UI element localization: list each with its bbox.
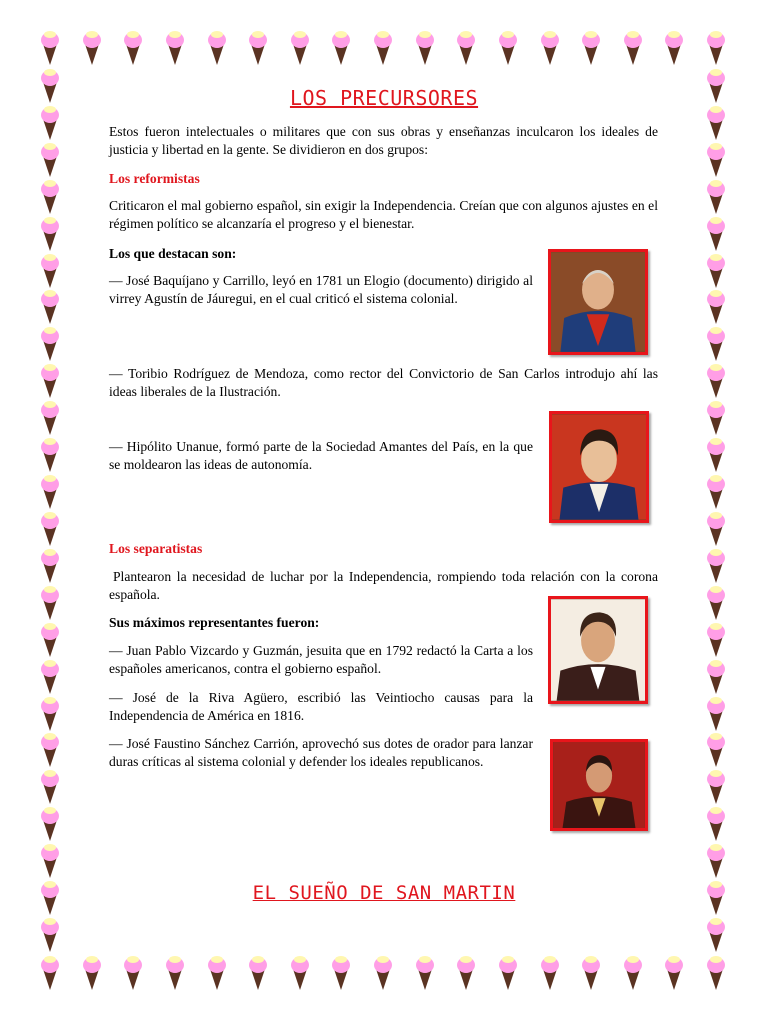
ice-cream-cone-icon bbox=[706, 363, 726, 399]
ice-cream-cone-icon bbox=[123, 30, 143, 66]
ice-cream-cone-icon bbox=[706, 769, 726, 805]
ice-cream-cone-icon bbox=[248, 30, 268, 66]
portrait-baquijano bbox=[548, 249, 648, 355]
ice-cream-cone-icon bbox=[40, 289, 60, 325]
ice-cream-cone-icon bbox=[706, 216, 726, 252]
ice-cream-cone-icon bbox=[706, 253, 726, 289]
ice-cream-cone-icon bbox=[706, 437, 726, 473]
list-item: — Juan Pablo Vizcardo y Guzmán, jesuita que en 1792 redactó la Carta a los españoles americanos, contra el gobierno español. bbox=[109, 643, 533, 676]
separatistas-heading: Los separatistas bbox=[109, 541, 203, 556]
ice-cream-cone-icon bbox=[706, 511, 726, 547]
ice-cream-cone-icon bbox=[40, 142, 60, 178]
ice-cream-cone-icon bbox=[165, 30, 185, 66]
ice-cream-cone-icon bbox=[706, 622, 726, 658]
ice-cream-cone-icon bbox=[706, 142, 726, 178]
ice-cream-cone-icon bbox=[415, 30, 435, 66]
ice-cream-cone-icon bbox=[40, 30, 60, 66]
list-item: — José Faustino Sánchez Carrión, aprovechó sus dotes de orador para lanzar duras críticas al sistema colonial y defender los ideales republicanos. bbox=[109, 736, 533, 769]
portrait-image bbox=[553, 742, 645, 828]
ice-cream-cone-icon bbox=[706, 659, 726, 695]
ice-cream-cone-icon bbox=[82, 30, 102, 66]
portrait-image bbox=[551, 252, 645, 352]
list-item: — Hipólito Unanue, formó parte de la Sociedad Amantes del País, en la que se moldearon las ideas de autonomía. bbox=[109, 439, 533, 472]
ice-cream-cone-icon bbox=[706, 696, 726, 732]
ice-cream-cone-icon bbox=[40, 474, 60, 510]
reformistas-subheading: Los que destacan son: bbox=[109, 246, 237, 261]
ice-cream-cone-icon bbox=[706, 843, 726, 879]
ice-cream-cone-icon bbox=[40, 511, 60, 547]
ice-cream-cone-icon bbox=[40, 696, 60, 732]
portrait-image bbox=[552, 414, 646, 520]
ice-cream-cone-icon bbox=[248, 955, 268, 991]
ice-cream-cone-icon bbox=[40, 400, 60, 436]
ice-cream-cone-icon bbox=[706, 289, 726, 325]
ice-cream-cone-icon bbox=[40, 806, 60, 842]
list-item: — José Baquíjano y Carrillo, leyó en 1781 un Elogio (documento) dirigido al virrey Agustín de Jáuregui, en el cual criticó el sistema colonial. bbox=[109, 273, 533, 306]
ice-cream-cone-icon bbox=[664, 955, 684, 991]
ice-cream-cone-icon bbox=[40, 326, 60, 362]
ice-cream-cone-icon bbox=[706, 30, 726, 66]
reformistas-description: Criticaron el mal gobierno español, sin exigir la Independencia. Creían que con algunos ajustes en el régimen político se alcanzaría el progreso y el bienestar. bbox=[109, 198, 658, 231]
ice-cream-cone-icon bbox=[40, 363, 60, 399]
ice-cream-cone-icon bbox=[40, 843, 60, 879]
ice-cream-cone-icon bbox=[456, 30, 476, 66]
ice-cream-cone-icon bbox=[664, 30, 684, 66]
portrait-vizcardo bbox=[548, 596, 648, 704]
ice-cream-cone-icon bbox=[623, 955, 643, 991]
ice-cream-cone-icon bbox=[40, 216, 60, 252]
ice-cream-cone-icon bbox=[415, 955, 435, 991]
ice-cream-cone-icon bbox=[290, 30, 310, 66]
ice-cream-cone-icon bbox=[40, 585, 60, 621]
ice-cream-cone-icon bbox=[40, 105, 60, 141]
ice-cream-cone-icon bbox=[40, 769, 60, 805]
portrait-sanchez-carrion bbox=[550, 739, 648, 831]
ice-cream-cone-icon bbox=[40, 179, 60, 215]
ice-cream-cone-icon bbox=[706, 474, 726, 510]
ice-cream-cone-icon bbox=[40, 917, 60, 953]
ice-cream-cone-icon bbox=[40, 548, 60, 584]
ice-cream-cone-icon bbox=[498, 30, 518, 66]
ice-cream-cone-icon bbox=[373, 955, 393, 991]
portrait-unanue bbox=[549, 411, 649, 523]
intro-paragraph: Estos fueron intelectuales o militares que con sus obras y enseñanzas inculcaron los ideales de justicia y libertad en la gente. Se dividieron en dos grupos: bbox=[109, 124, 658, 157]
ice-cream-cone-icon bbox=[706, 179, 726, 215]
ice-cream-cone-icon bbox=[40, 659, 60, 695]
ice-cream-cone-icon bbox=[706, 955, 726, 991]
ice-cream-cone-icon bbox=[706, 732, 726, 768]
ice-cream-cone-icon bbox=[40, 622, 60, 658]
ice-cream-cone-icon bbox=[623, 30, 643, 66]
ice-cream-cone-icon bbox=[581, 30, 601, 66]
ice-cream-cone-icon bbox=[331, 30, 351, 66]
ice-cream-cone-icon bbox=[706, 917, 726, 953]
ice-cream-cone-icon bbox=[40, 253, 60, 289]
ice-cream-cone-icon bbox=[123, 955, 143, 991]
ice-cream-cone-icon bbox=[40, 732, 60, 768]
separatistas-subheading: Sus máximos representantes fueron: bbox=[109, 615, 320, 630]
ice-cream-cone-icon bbox=[40, 437, 60, 473]
reformistas-heading: Los reformistas bbox=[109, 171, 200, 186]
ice-cream-cone-icon bbox=[40, 955, 60, 991]
page-title: LOS PRECURSORES bbox=[289, 86, 479, 110]
ice-cream-cone-icon bbox=[540, 955, 560, 991]
portrait-image bbox=[551, 599, 645, 701]
ice-cream-cone-icon bbox=[82, 955, 102, 991]
ice-cream-cone-icon bbox=[207, 955, 227, 991]
ice-cream-cone-icon bbox=[207, 30, 227, 66]
ice-cream-cone-icon bbox=[290, 955, 310, 991]
ice-cream-cone-icon bbox=[456, 955, 476, 991]
ice-cream-cone-icon bbox=[706, 326, 726, 362]
footer-title: EL SUEÑO DE SAN MARTIN bbox=[252, 882, 516, 904]
ice-cream-cone-icon bbox=[706, 105, 726, 141]
ice-cream-cone-icon bbox=[331, 955, 351, 991]
list-item: — Toribio Rodríguez de Mendoza, como rector del Convictorio de San Carlos introdujo ahí las ideas liberales de la Ilustración. bbox=[109, 366, 658, 399]
ice-cream-cone-icon bbox=[706, 806, 726, 842]
list-item: — José de la Riva Agüero, escribió las Veintiocho causas para la Independencia de América en 1816. bbox=[109, 690, 533, 723]
ice-cream-cone-icon bbox=[706, 585, 726, 621]
separatistas-description: Plantearon la necesidad de luchar por la Independencia, rompiendo toda relación con la corona española. bbox=[109, 569, 658, 602]
ice-cream-cone-icon bbox=[373, 30, 393, 66]
ice-cream-cone-icon bbox=[498, 955, 518, 991]
ice-cream-cone-icon bbox=[540, 30, 560, 66]
ice-cream-cone-icon bbox=[706, 400, 726, 436]
ice-cream-cone-icon bbox=[165, 955, 185, 991]
ice-cream-cone-icon bbox=[706, 548, 726, 584]
ice-cream-cone-icon bbox=[581, 955, 601, 991]
